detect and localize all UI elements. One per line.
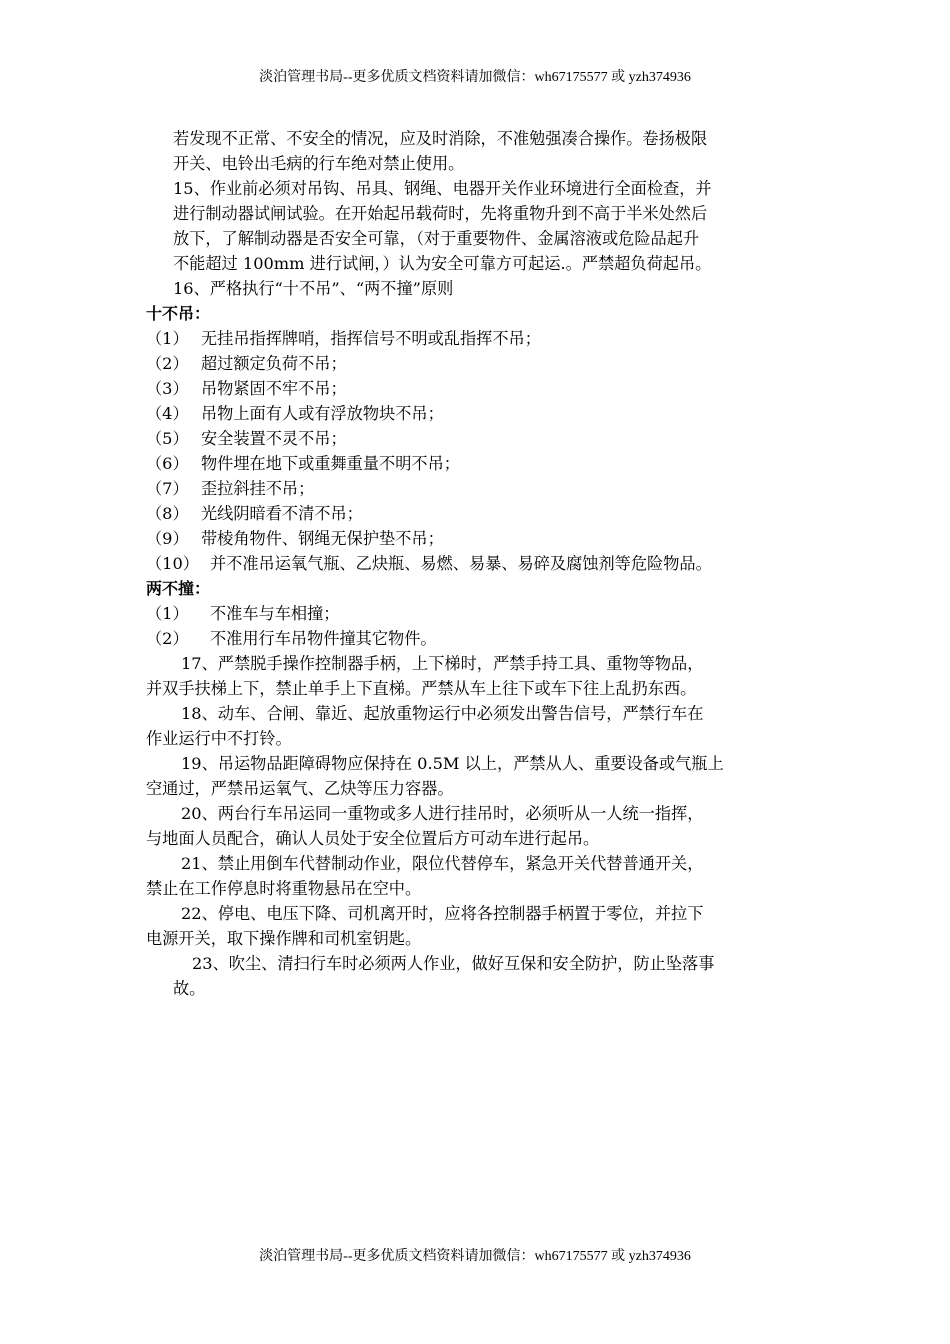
item-text: 带棱角物件、钢绳无保护垫不吊； (201, 529, 444, 548)
rule-line: 20、两台行车吊运同一重物或多人进行挂吊时，必须听从一人统一指挥， (181, 804, 704, 823)
item-text: 物件埋在地下或重舞重量不明不吊； (201, 454, 460, 473)
item-text: 吊物紧固不牢不吊； (201, 379, 347, 398)
rule-line: 与地面人员配合，确认人员处于安全位置后方可动车进行起吊。 (146, 829, 600, 848)
item-number: （1） (146, 329, 189, 348)
document-body (146, 126, 811, 1001)
intro-line: 若发现不正常、不安全的情况，应及时消除，不准勉强凑合操作。卷扬极限 (173, 129, 708, 148)
ten-no-lift-item (146, 326, 811, 351)
rule-line: 并双手扶梯上下，禁止单手上下直梯。严禁从车上往下或车下往上乱扔东西。 (146, 679, 697, 698)
rule-line: 空通过，严禁吊运氧气、乙炔等压力容器。 (146, 779, 454, 798)
item-number: （1） (146, 604, 189, 623)
ten-no-lift-item (146, 451, 811, 476)
item-number: （8） (146, 504, 189, 523)
item-text: 光线阴暗看不清不吊； (201, 504, 363, 523)
item-text: 安全装置不灵不吊； (201, 429, 347, 448)
rule-line: 17、严禁脱手操作控制器手柄，上下梯时，严禁手持工具、重物等物品， (181, 654, 704, 673)
item-number: （5） (146, 429, 189, 448)
item-text: 并不准吊运氧气瓶、乙炔瓶、易燃、易暴、易碎及腐蚀剂等危险物品。 (210, 554, 712, 573)
ten-no-lift-item (146, 401, 811, 426)
item15-line: 放下，了解制动器是否安全可靠，（对于重要物件、金属溶液或危险品起升 (173, 229, 700, 248)
ten-no-lift-item (146, 526, 811, 551)
rule-line: 22、停电、电压下降、司机离开时，应将各控制器手柄置于零位，并拉下 (181, 904, 704, 923)
page-header: 淡泊管理书局--更多优质文档资料请加微信：wh67175577 或 yzh374936 (259, 70, 691, 85)
two-no-collide-item (146, 601, 811, 626)
item-text: 无挂吊指挥牌哨，指挥信号不明或乱指挥不吊； (201, 329, 541, 348)
item-number: （4） (146, 404, 189, 423)
ten-no-lift-item (146, 351, 811, 376)
item15-line: 进行制动器试闸试验。在开始起吊载荷时，先将重物升到不高于半米处然后 (173, 204, 708, 223)
ten-no-lift-item (146, 426, 811, 451)
intro-line: 开关、电铃出毛病的行车绝对禁止使用。 (173, 154, 465, 173)
ten-no-lift-item (146, 476, 811, 501)
item15-line: 15、作业前必须对吊钩、吊具、钢绳、电器开关作业环境进行全面检查，并 (173, 179, 712, 198)
item-number: （9） (146, 529, 189, 548)
two-no-collide-heading: 两不撞： (146, 579, 211, 598)
rule-line: 禁止在工作停息时将重物悬吊在空中。 (146, 879, 422, 898)
rule23-line: 故。 (173, 979, 206, 998)
rule-line: 电源开关，取下操作牌和司机室钥匙。 (146, 929, 422, 948)
item-text: 超过额定负荷不吊； (201, 354, 347, 373)
item-text: 吊物上面有人或有浮放物块不吊； (201, 404, 444, 423)
item-text: 歪拉斜挂不吊； (201, 479, 315, 498)
rule-line: 19、吊运物品距障碍物应保持在 0.5M 以上，严禁从人、重要设备或气瓶上 (181, 754, 724, 773)
item-number: （2） (146, 629, 189, 648)
item-number: （2） (146, 354, 189, 373)
ten-no-lift-item (146, 551, 811, 576)
ten-no-lift-item (146, 376, 811, 401)
ten-no-lift-heading: 十不吊： (146, 304, 211, 323)
rule-line: 作业运行中不打铃。 (146, 729, 292, 748)
item15-line: 不能超过 100mm 进行试闸，）认为安全可靠方可起运.。严禁超负荷起吊。 (173, 254, 712, 273)
item-number: （6） (146, 454, 189, 473)
item-number: （7） (146, 479, 189, 498)
item16-line: 16、严格执行“十不吊”、“两不撞”原则 (173, 279, 454, 298)
page-footer: 淡泊管理书局--更多优质文档资料请加微信：wh67175577 或 yzh374936 (259, 1249, 691, 1264)
rule-line: 21、禁止用倒车代替制动作业，限位代替停车，紧急开关代替普通开关， (181, 854, 704, 873)
item-text: 不准车与车相撞； (210, 604, 340, 623)
two-no-collide-item (146, 626, 811, 651)
item-number: （10） (146, 554, 199, 573)
item-number: （3） (146, 379, 189, 398)
item-text: 不准用行车吊物件撞其它物件。 (210, 629, 437, 648)
ten-no-lift-item (146, 501, 811, 526)
rule-line: 18、动车、合闸、靠近、起放重物运行中必须发出警告信号，严禁行车在 (181, 704, 704, 723)
rule23-line: 23、吹尘、清扫行车时必须两人作业，做好互保和安全防护，防止坠落事 (192, 954, 715, 973)
